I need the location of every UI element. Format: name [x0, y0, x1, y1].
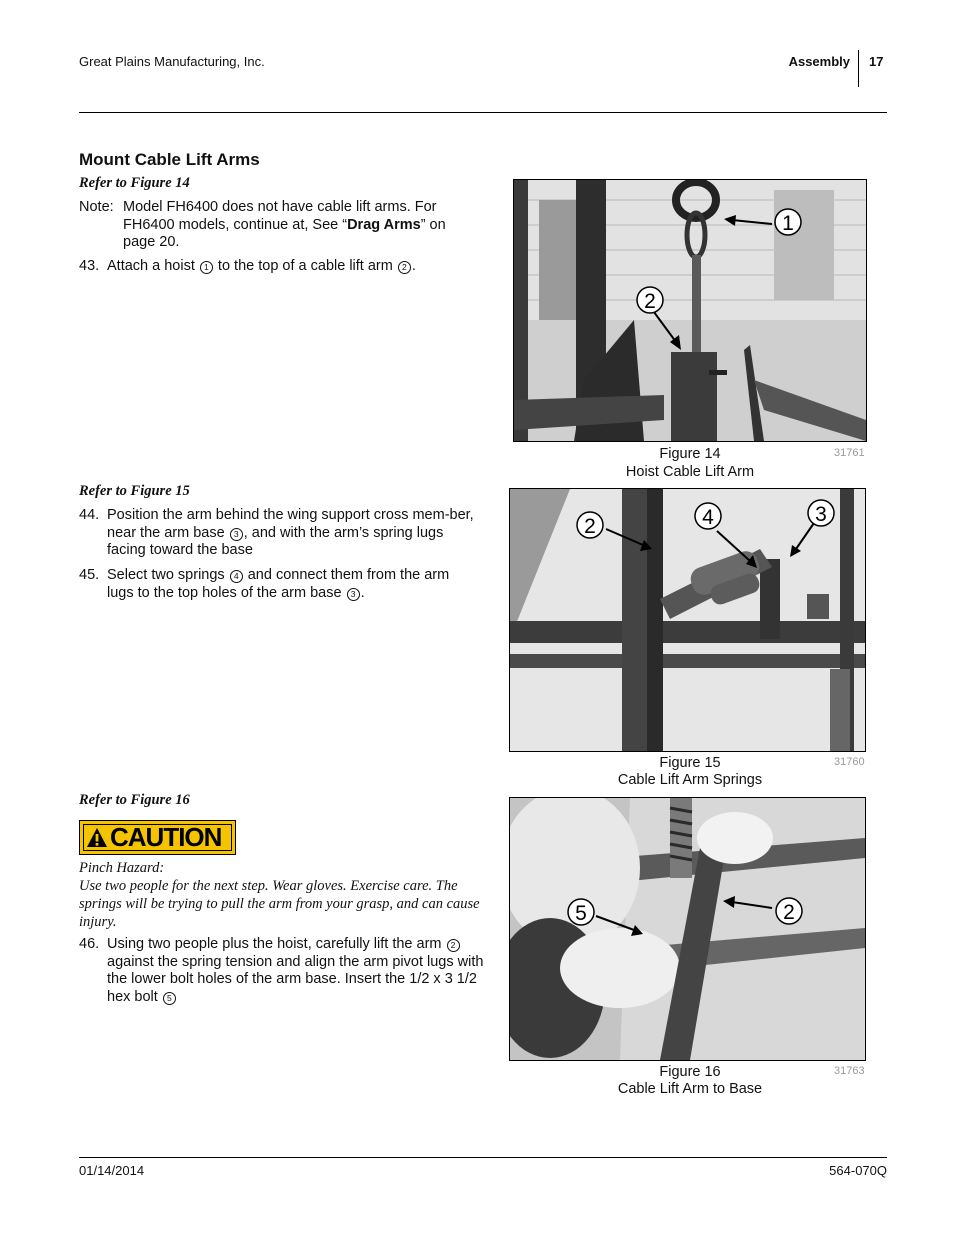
note-text: Model FH6400 does not have cable lift arms. For FH6400 models, continue at, See “Drag Arms” on page 20.: [123, 199, 446, 250]
step-43: 43. Attach a hoist 1 to the top of a cable lift arm 2 .: [79, 258, 416, 274]
company-name: Great Plains Manufacturing, Inc.: [79, 54, 265, 69]
figure-16-number: 31763: [834, 1065, 865, 1077]
footer-date: 01/14/2014: [79, 1163, 145, 1178]
caution-word: CAUTION: [110, 822, 222, 852]
note-label: Note:: [79, 199, 114, 215]
hazard-text: Use two people for the next step. Wear gloves. Exercise care. The springs will be trying to pull the arm from your grasp, and can cause injury.: [79, 878, 480, 930]
step-46: 46. Using two people plus the hoist, carefully lift the arm 2 against the spring tension and align the arm pivot lugs with the lower bolt holes of the arm base. Insert the 1/2 x 3 1/2 hex bolt 5: [79, 936, 484, 1005]
figure-14-label: Figure 14: [659, 446, 721, 462]
callout-4: 4: [230, 570, 243, 583]
warning-icon: [86, 827, 108, 848]
step-45: 45. Select two springs 4 and connect them from the arm lugs to the top holes of the arm base 3 .: [79, 567, 450, 601]
figure-16-photo: [509, 797, 866, 1061]
refer-figure-15: Refer to Figure 15: [79, 483, 190, 499]
footer-doc-number: 564-070Q: [829, 1163, 887, 1178]
callout-5: 5: [163, 992, 176, 1005]
callout-2: 2: [398, 261, 411, 274]
fig15-callout-2: 2: [584, 515, 596, 538]
figure-15-caption: Cable Lift Arm Springs: [617, 772, 763, 788]
figure-15-label: Figure 15: [659, 755, 721, 771]
header-rule: [79, 112, 887, 113]
figure-16-caption: Cable Lift Arm to Base: [617, 1081, 763, 1097]
fig15-callout-4: 4: [702, 506, 714, 529]
section-title: Mount Cable Lift Arms: [79, 150, 260, 169]
page-number: 17: [869, 54, 884, 69]
footer-rule: [79, 1157, 887, 1158]
figure-14-caption: Hoist Cable Lift Arm: [625, 464, 755, 480]
figure-14-photo: [513, 179, 867, 442]
figure-16-label: Figure 16: [659, 1064, 721, 1080]
figure-14-number: 31761: [834, 447, 865, 459]
header-divider: [858, 50, 859, 87]
fig16-callout-2: 2: [783, 901, 795, 924]
caution-sign: [79, 820, 236, 855]
refer-figure-14: Refer to Figure 14: [79, 175, 190, 191]
callout-3: 3: [230, 528, 243, 541]
fig15-callout-3: 3: [815, 503, 827, 526]
hazard-title: Pinch Hazard:: [79, 860, 165, 876]
callout-2: 2: [447, 939, 460, 952]
callout-1: 1: [200, 261, 213, 274]
figure-15-number: 31760: [834, 756, 865, 768]
fig14-callout-2: 2: [644, 290, 656, 313]
step-44: 44. Position the arm behind the wing support cross mem-ber, near the arm base 3 , and with the arm’s spring lugs facing toward the base: [79, 507, 474, 558]
refer-figure-16: Refer to Figure 16: [79, 792, 190, 808]
figure-15-photo: [509, 488, 866, 752]
fig14-callout-1: 1: [782, 212, 794, 235]
note: [79, 199, 489, 252]
callout-3: 3: [347, 588, 360, 601]
fig16-callout-5: 5: [575, 902, 587, 925]
section-name: Assembly: [788, 54, 850, 69]
